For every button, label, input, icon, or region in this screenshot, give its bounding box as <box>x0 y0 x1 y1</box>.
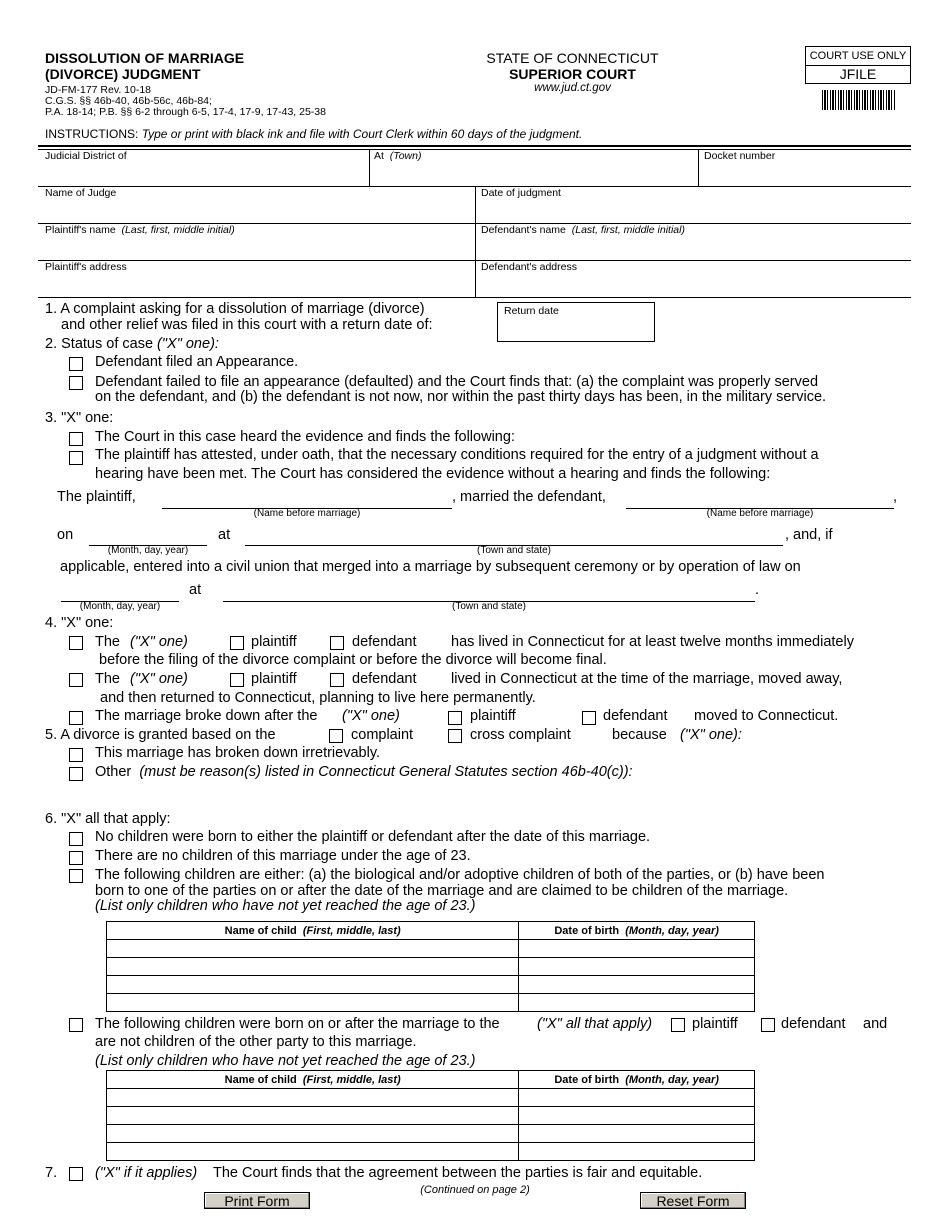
s6-heading: 6. "X" all that apply: <box>45 811 171 827</box>
town-input[interactable] <box>373 166 697 186</box>
s2-appearance-checkbox[interactable] <box>69 357 83 371</box>
s7-number: 7. <box>45 1165 58 1181</box>
print-form-button[interactable]: Print Form <box>204 1192 310 1209</box>
s4-opt1-plaintiff-label: plaintiff <box>251 634 297 650</box>
children-table-2 <box>106 1070 755 1161</box>
s4-opt1-cont: before the filing of the divorce complaint or before the divorce will become final. <box>99 652 607 668</box>
table-row <box>107 958 755 976</box>
children-table-1 <box>106 921 755 1012</box>
s3-date-caption-2: (Month, day, year) <box>79 601 161 612</box>
s6-no-children-under-23-checkbox[interactable] <box>69 851 83 865</box>
col-name-header: Name of child (First, middle, last) <box>107 1071 519 1089</box>
s3-applicable-text: applicable, entered into a civil union that merged into a marriage by subsequent ceremony or by operation of law on <box>60 559 801 575</box>
s6-opt3b: born to one of the parties on or after the date of the marriage and are claimed to be children of the marriage. <box>95 883 789 899</box>
s5-cross-complaint-label: cross complaint <box>470 727 571 743</box>
child-name-cell[interactable] <box>107 1143 519 1161</box>
s3-town-caption-1: (Town and state) <box>477 545 551 556</box>
defendant-name-input[interactable] <box>480 240 910 260</box>
s6-opt4-plaintiff-checkbox[interactable] <box>671 1018 685 1032</box>
plaintiff-name-input[interactable] <box>44 240 474 260</box>
civil-union-place-line[interactable] <box>223 585 755 602</box>
s5-because: because <box>612 727 667 743</box>
table-header-row <box>107 922 755 940</box>
plaintiff-address-label: Plaintiff's address <box>45 261 127 273</box>
s4-opt2-x-one: ("X" one) <box>130 671 188 687</box>
s4-opt3-plaintiff-label: plaintiff <box>470 708 516 724</box>
s3-at2-text: at <box>189 582 202 598</box>
s5-complaint-checkbox[interactable] <box>329 729 343 743</box>
s6-opt4a: The following children were born on or after the marriage to the <box>95 1016 500 1032</box>
s3-attested-checkbox[interactable] <box>69 451 83 465</box>
state-name: STATE OF CONNECTICUT <box>486 50 659 66</box>
date-judgment-input[interactable] <box>480 203 910 223</box>
s5-cross-complaint-checkbox[interactable] <box>448 729 462 743</box>
s4-opt2-cont: and then returned to Connecticut, planning to live here permanently. <box>100 690 536 706</box>
barcode-image <box>822 90 896 110</box>
s6-opt1: No children were born to either the plaintiff or defendant after the date of this marriage. <box>95 829 651 845</box>
s4-opt1-the: The <box>95 634 120 650</box>
s6-opt4-defendant-label: defendant <box>781 1016 846 1032</box>
s6-children-of-both-checkbox[interactable] <box>69 869 83 883</box>
s3-comma: , <box>893 489 898 505</box>
defendant-address-input[interactable] <box>480 277 910 297</box>
s2-opt1: Defendant filed an Appearance. <box>95 354 299 370</box>
s3-opt2b: hearing have been met. The Court has considered the evidence without a hearing and finds the following: <box>95 466 771 482</box>
s3-married-text: , married the defendant, <box>452 489 606 505</box>
s3-and-if-text: , and, if <box>785 527 833 543</box>
grid-rule <box>38 297 911 298</box>
child-dob-cell[interactable] <box>519 1125 755 1143</box>
s4-opt1-checkbox[interactable] <box>69 636 83 650</box>
child-name-cell[interactable] <box>107 958 519 976</box>
s1-line2: and other relief was filed in this court with a return date of: <box>61 317 433 333</box>
s3-heading: 3. "X" one: <box>45 410 114 426</box>
s7-text: The Court finds that the agreement between the parties is fair and equitable. <box>213 1165 703 1181</box>
s3-at-text: at <box>218 527 231 543</box>
col-dob-header: Date of birth (Month, day, year) <box>519 1071 755 1089</box>
s4-opt3-pre: The marriage broke down after the <box>95 708 318 724</box>
marriage-place-line[interactable] <box>245 529 783 546</box>
child-name-cell[interactable] <box>107 994 519 1012</box>
table-row <box>107 1143 755 1161</box>
child-dob-cell[interactable] <box>519 1089 755 1107</box>
s5-opt2: Other (must be reason(s) listed in Connecticut General Statutes section 46b-40(c)): <box>95 764 633 780</box>
s4-opt3-post: moved to Connecticut. <box>694 708 839 724</box>
s4-opt3-checkbox[interactable] <box>69 711 83 725</box>
plaintiff-name-label: Plaintiff's name (Last, first, middle initial) <box>45 224 235 236</box>
s6-opt3a: The following children are either: (a) the biological and/or adoptive children of both of the parties, or (b) have been <box>95 867 825 883</box>
s6-no-children-checkbox[interactable] <box>69 832 83 846</box>
form-title-line2: (DIVORCE) JUDGMENT <box>45 66 201 82</box>
judicial-district-label: Judicial District of <box>45 150 127 162</box>
s4-opt1-defendant-label: defendant <box>352 634 417 650</box>
table-row <box>107 994 755 1012</box>
s4-opt1-defendant-checkbox[interactable] <box>330 636 344 650</box>
s5-opt1: This marriage has broken down irretrievably. <box>95 745 381 761</box>
statutes-line2: P.A. 18-14; P.B. §§ 6-2 through 6-5, 17-4, 17-9, 17-43, 25-38 <box>45 106 326 118</box>
grid-divider <box>698 149 699 186</box>
form-id: JD-FM-177 Rev. 10-18 <box>45 84 152 96</box>
s3-on-text: on <box>57 527 74 543</box>
at-town-label: At (Town) <box>374 150 422 162</box>
s4-opt2-the: The <box>95 671 120 687</box>
form-title-line1: DISSOLUTION OF MARRIAGE <box>45 50 245 66</box>
s6-children-one-party-checkbox[interactable] <box>69 1018 83 1032</box>
instructions <box>45 127 582 141</box>
docket-input[interactable] <box>703 166 911 186</box>
plaintiff-maiden-name-line[interactable] <box>162 491 452 509</box>
defendant-name-label: Defendant's name (Last, first, middle initial) <box>481 224 685 236</box>
continued-note: (Continued on page 2) <box>420 1184 530 1196</box>
s4-opt2-checkbox[interactable] <box>69 673 83 687</box>
court-use-box <box>805 46 911 84</box>
s4-opt2-plaintiff-label: plaintiff <box>251 671 297 687</box>
table-row <box>107 1107 755 1125</box>
s2-opt2b: on the defendant, and (b) the defendant is not now, nor within the past thirty days has been, in the military service. <box>95 389 827 405</box>
judge-input[interactable] <box>44 203 474 223</box>
s5-complaint-label: complaint <box>351 727 414 743</box>
child-name-cell[interactable] <box>107 940 519 958</box>
s6-opt4c: (List only children who have not yet reached the age of 23.) <box>95 1053 476 1069</box>
judge-label: Name of Judge <box>45 187 117 199</box>
s7-x-if-applies: ("X" if it applies) <box>95 1165 198 1181</box>
s4-opt2-defendant-checkbox[interactable] <box>330 673 344 687</box>
s3-period: . <box>755 582 760 598</box>
s5-irretrievable-checkbox[interactable] <box>69 748 83 762</box>
statutes-line1: C.G.S. §§ 46b-40, 46b-56c, 46b-84; <box>45 95 212 107</box>
col-dob-header: Date of birth (Month, day, year) <box>519 922 755 940</box>
civil-union-date-line[interactable] <box>61 585 179 602</box>
col-name-header: Name of child (First, middle, last) <box>107 922 519 940</box>
s3-opt2a: The plaintiff has attested, under oath, that the necessary conditions required for the entry of a judgment without a <box>95 447 819 463</box>
s3-opt1: The Court in this case heard the evidence and finds the following: <box>95 429 515 445</box>
defendant-maiden-name-line[interactable] <box>626 491 894 509</box>
child-dob-cell[interactable] <box>519 940 755 958</box>
return-date-box <box>497 302 655 342</box>
s4-heading: 4. "X" one: <box>45 615 114 631</box>
s6-opt4-defendant-checkbox[interactable] <box>761 1018 775 1032</box>
reset-form-button[interactable]: Reset Form <box>640 1192 746 1209</box>
s3-name-caption-1: (Name before marriage) <box>253 508 361 519</box>
docket-label: Docket number <box>704 150 776 162</box>
table-header-row <box>107 1071 755 1089</box>
defendant-address-label: Defendant's address <box>481 261 577 273</box>
table-row <box>107 1125 755 1143</box>
s3-heard-evidence-checkbox[interactable] <box>69 432 83 446</box>
child-name-cell[interactable] <box>107 1125 519 1143</box>
child-dob-cell[interactable] <box>519 1107 755 1125</box>
s6-opt2: There are no children of this marriage under the age of 23. <box>95 848 471 864</box>
jfile-label: JFILE <box>839 66 877 82</box>
s2-opt2a: Defendant failed to file an appearance (defaulted) and the Court finds that: (a) the complaint was properly served <box>95 374 819 390</box>
child-dob-cell[interactable] <box>519 994 755 1012</box>
s4-opt3-plaintiff-checkbox[interactable] <box>448 711 462 725</box>
court-website: www.jud.ct.gov <box>534 82 611 94</box>
plaintiff-address-input[interactable] <box>44 277 474 297</box>
s6-opt4-x-all: ("X" all that apply) <box>537 1016 653 1032</box>
s3-plaintiff-text: The plaintiff, <box>57 489 136 505</box>
s4-opt1-x-one: ("X" one) <box>130 634 188 650</box>
marriage-date-line[interactable] <box>89 529 207 546</box>
s3-date-caption-1: (Month, day, year) <box>107 545 189 556</box>
s5-other-checkbox[interactable] <box>69 767 83 781</box>
s2-heading: 2. Status of case ("X" one): <box>45 336 219 352</box>
s7-agreement-checkbox[interactable] <box>69 1167 83 1181</box>
s6-opt3c: (List only children who have not yet reached the age of 23.) <box>95 898 476 914</box>
child-dob-cell[interactable] <box>519 1143 755 1161</box>
s4-opt2-defendant-label: defendant <box>352 671 417 687</box>
child-dob-cell[interactable] <box>519 958 755 976</box>
court-use-label: COURT USE ONLY <box>806 47 910 66</box>
s5-x-one: ("X" one): <box>680 727 742 743</box>
s4-opt3-x-one: ("X" one) <box>342 708 400 724</box>
judicial-district-input[interactable] <box>44 166 368 186</box>
child-name-cell[interactable] <box>107 976 519 994</box>
instructions-label: INSTRUCTIONS: <box>45 127 139 141</box>
grid-top-rule <box>38 145 911 147</box>
s3-town-caption-2: (Town and state) <box>452 601 526 612</box>
s4-opt1-text: has lived in Connecticut for at least twelve months immediately <box>451 634 854 650</box>
s4-opt3-defendant-checkbox[interactable] <box>582 711 596 725</box>
s4-opt1-plaintiff-checkbox[interactable] <box>230 636 244 650</box>
grid-rule <box>38 149 911 150</box>
grid-divider <box>475 186 476 297</box>
date-judgment-label: Date of judgment <box>481 187 561 199</box>
s6-opt4-plaintiff-label: plaintiff <box>692 1016 738 1032</box>
s3-name-caption-2: (Name before marriage) <box>706 508 814 519</box>
instructions-text: Type or print with black ink and file with Court Clerk within 60 days of the judgment. <box>141 127 583 141</box>
table-row <box>107 1089 755 1107</box>
return-date-label: Return date <box>504 305 559 317</box>
table-row <box>107 940 755 958</box>
return-date-input[interactable] <box>502 320 652 339</box>
s4-opt2-plaintiff-checkbox[interactable] <box>230 673 244 687</box>
s5-heading: 5. A divorce is granted based on the <box>45 727 276 743</box>
child-name-cell[interactable] <box>107 1107 519 1125</box>
s6-opt4-and: and <box>863 1016 888 1032</box>
s4-opt3-defendant-label: defendant <box>603 708 668 724</box>
grid-divider <box>369 149 370 186</box>
court-name: SUPERIOR COURT <box>509 66 636 82</box>
child-dob-cell[interactable] <box>519 976 755 994</box>
s6-opt4b: are not children of the other party to this marriage. <box>95 1034 417 1050</box>
table-row <box>107 976 755 994</box>
s5-other-reason-input[interactable] <box>95 784 899 806</box>
s1-line1: 1. A complaint asking for a dissolution of marriage (divorce) <box>45 301 425 317</box>
s4-opt2-text: lived in Connecticut at the time of the marriage, moved away, <box>451 671 843 687</box>
child-name-cell[interactable] <box>107 1089 519 1107</box>
s2-default-checkbox[interactable] <box>69 376 83 390</box>
